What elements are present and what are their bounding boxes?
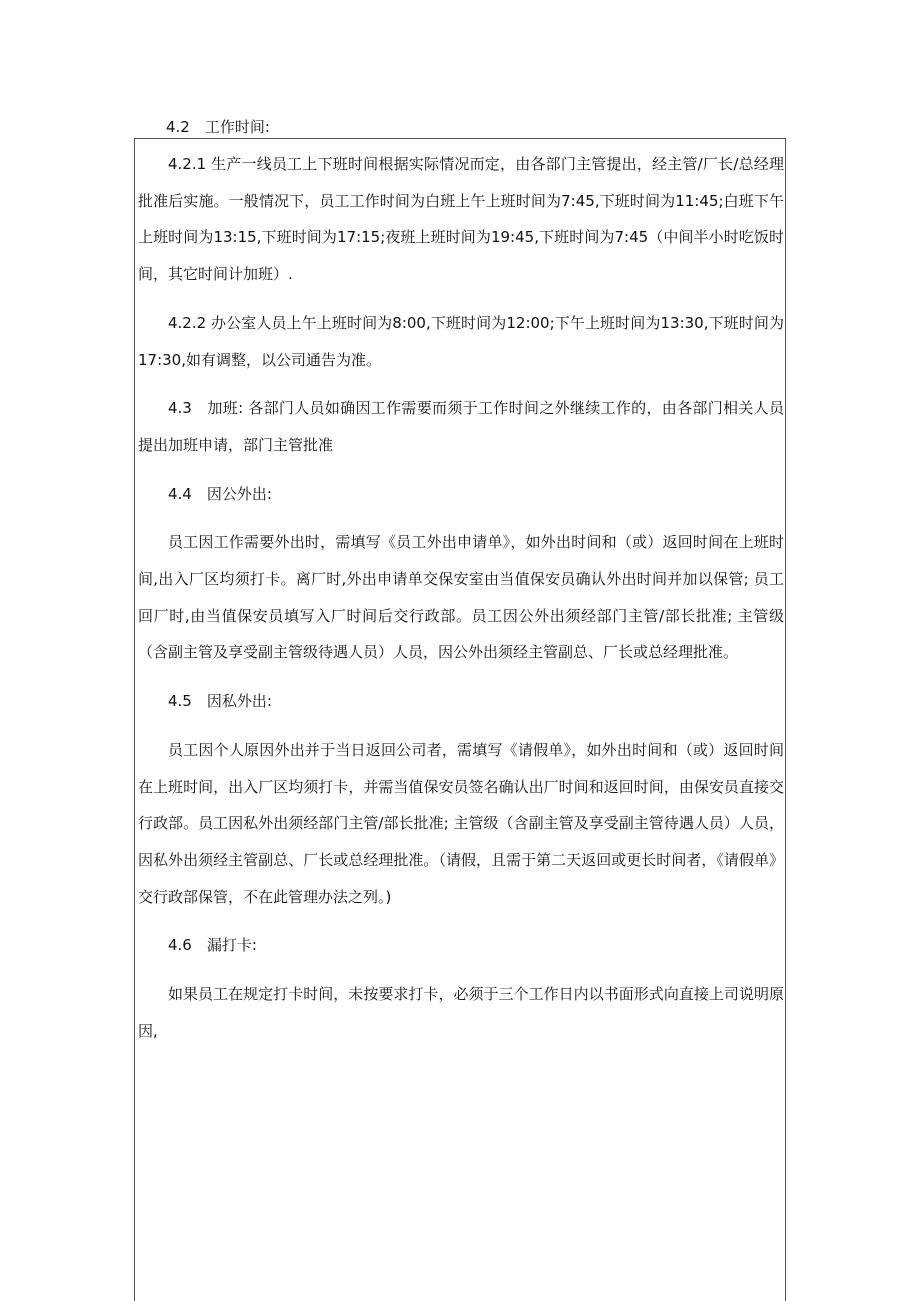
heading-4-5: 4.5 因私外出: [168, 692, 272, 711]
paragraph-4-2-1: 4.2.1 生产一线员工上下班时间根据实际情况而定，由各部门主管提出，经主管/厂长/总经理批准后实施。一般情况下，员工工作时间为白班上午上班时间为7:45,下班时间为11:45;白班下午上班时间为13:15,下班时间为17:15;夜班上班时间为19:45,下班时间为7:45（中间半小时吃饭时间，其它时间计加班）. [138, 155, 784, 284]
content-body [138, 146, 784, 1061]
paragraph-4-6: 如果员工在规定打卡时间，未按要求打卡，必须于三个工作日内以书面形式向直接上司说明原因, [138, 985, 784, 1040]
heading-4-4: 4.4 因公外出: [168, 484, 272, 503]
paragraph-4-2-2: 4.2.2 办公室人员上午上班时间为8:00,下班时间为12:00;下午上班时间为13:30,下班时间为17:30,如有调整，以公司通告为准。 [138, 313, 784, 369]
section-heading-4-2: 4.2 工作时间: [166, 118, 270, 136]
heading-4-6: 4.6 漏打卡: [168, 936, 257, 955]
paragraph-4-5: 员工因个人原因外出并于当日返回公司者，需填写《请假单》，如外出时间和（或）返回时间在上班时间，出入厂区均须打卡，并需当值保安员签名确认出厂时间和返回时间，由保安员直接交行政部。员工因私外出须经部门主管/部长批准; 主管级（含副主管及享受副主管待遇人员）人员，因私外出须经主管副总、厂长或总经理批准。（请假，且需于第二天返回或更长时间者，《请假单》交行政部保管，不在此管理办法之列。) [138, 740, 784, 906]
paragraph-4-4: 员工因工作需要外出时，需填写《员工外出申请单》，如外出时间和（或）返回时间在上班时间,出入厂区均须打卡。离厂时,外出申请单交保安室由当值保安员确认外出时间并加以保管; 员工回厂时,由当值保安员填写入厂时间后交行政部。员工因公外出须经部门主管/部长批准; 主管级（含副主管及享受副主管级待遇人员）人员，因公外出须经主管副总、厂长或总经理批准。 [138, 533, 784, 662]
paragraph-4-3: 4.3 加班: 各部门人员如确因工作需要而须于工作时间之外继续工作的，由各部门相关人员提出加班申请，部门主管批准 [138, 399, 784, 454]
